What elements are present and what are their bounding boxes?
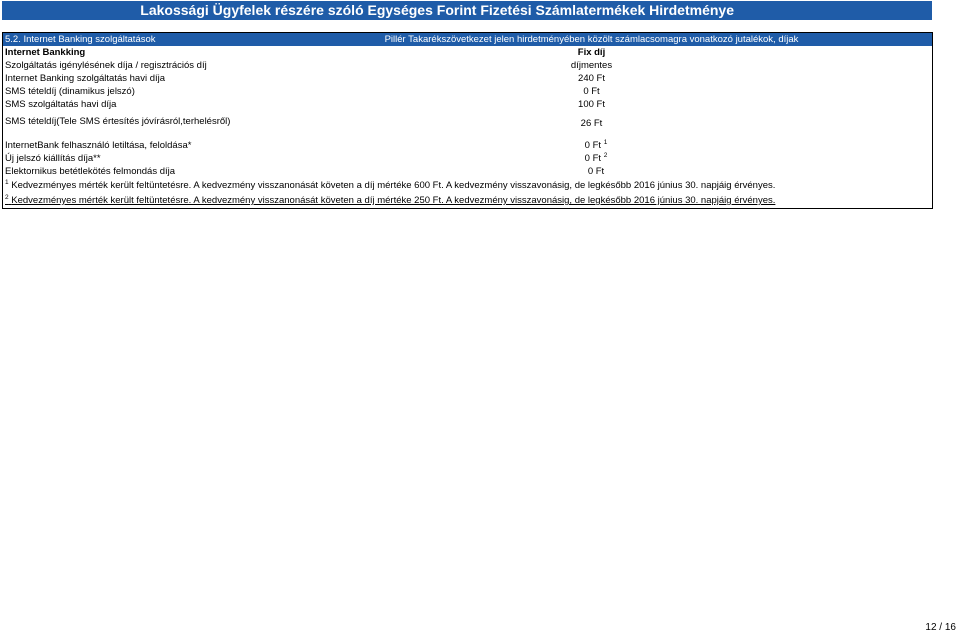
row-value: Fix díj	[577, 47, 606, 58]
row-label: SMS szolgáltatás havi díja	[5, 99, 117, 110]
row-label: Új jelszó kiállítás díja**	[5, 153, 101, 164]
table-row	[3, 98, 932, 111]
row-value: 26 Ft	[580, 118, 603, 129]
row-label: Szolgáltatás igénylésének díja / regisztrációs díj	[5, 60, 207, 71]
footnote-number: 1	[5, 178, 9, 186]
table-row	[3, 165, 932, 178]
footnote-number: 2	[5, 193, 9, 201]
row-value: 0 Ft	[587, 166, 605, 177]
row-value: díjmentes	[570, 60, 613, 71]
section-title: 5.2. Internet Banking szolgáltatások	[5, 34, 156, 45]
table-row	[3, 59, 932, 72]
footnote-text: Kedvezményes mérték került feltüntetésre. A kedvezmény visszanonását követen a díj mértéke 600 Ft. A kedvezmény visszavonásig, de legkésőbb 2016 június 30. napjáig érvényes.	[11, 180, 776, 191]
footnote-2	[3, 193, 932, 208]
row-label: SMS tételdíj (dinamikus jelszó)	[5, 86, 135, 97]
table-row	[3, 139, 932, 152]
document-banner	[2, 1, 932, 20]
section-header-row	[3, 33, 932, 46]
row-value: 240 Ft	[578, 73, 605, 84]
banner-title: Lakossági Ügyfelek részére szóló Egységes Forint Fizetési Számlatermékek Hirdetménye	[140, 2, 734, 18]
section-header-note: Pillér Takarékszövetkezet jelen hirdetményében közölt számlacsomagra vonatkozó jutalékok, díjak	[384, 34, 799, 45]
table-row	[3, 85, 932, 98]
row-label: Elektornikus betétlekötés felmondás díja	[5, 166, 176, 177]
row-value: 0 Ft $^2$	[584, 151, 608, 164]
row-label: InternetBank felhasználó letiltása, feloldása*	[5, 140, 192, 151]
row-value: 0 Ft	[583, 86, 600, 97]
row-value: 100 Ft	[578, 99, 605, 110]
footnote-1	[3, 178, 932, 193]
table-row	[3, 152, 932, 165]
table-row	[3, 111, 932, 133]
footnote-text: Kedvezményes mérték került feltüntetésre. A kedvezmény visszanonását követen a díj mértéke 250 Ft. A kedvezmény visszavonásig, de legkésőbb 2016 június 30. napjáig érvényes.	[11, 195, 776, 206]
row-value: 0 Ft $^1$	[584, 138, 608, 151]
table-row	[3, 46, 932, 59]
footnote-marker: 1	[603, 138, 608, 146]
row-label: Internet Bankking	[5, 47, 86, 58]
table-row	[3, 72, 932, 85]
internet-banking-fee-table	[2, 32, 933, 209]
footnote-marker: 2	[603, 151, 608, 159]
page-number: 12 / 16	[925, 622, 956, 633]
row-label: Internet Banking szolgáltatás havi díja	[5, 73, 166, 84]
row-label: SMS tételdíj(Tele SMS értesítés jóvírásról,terhelésről)	[5, 116, 231, 127]
